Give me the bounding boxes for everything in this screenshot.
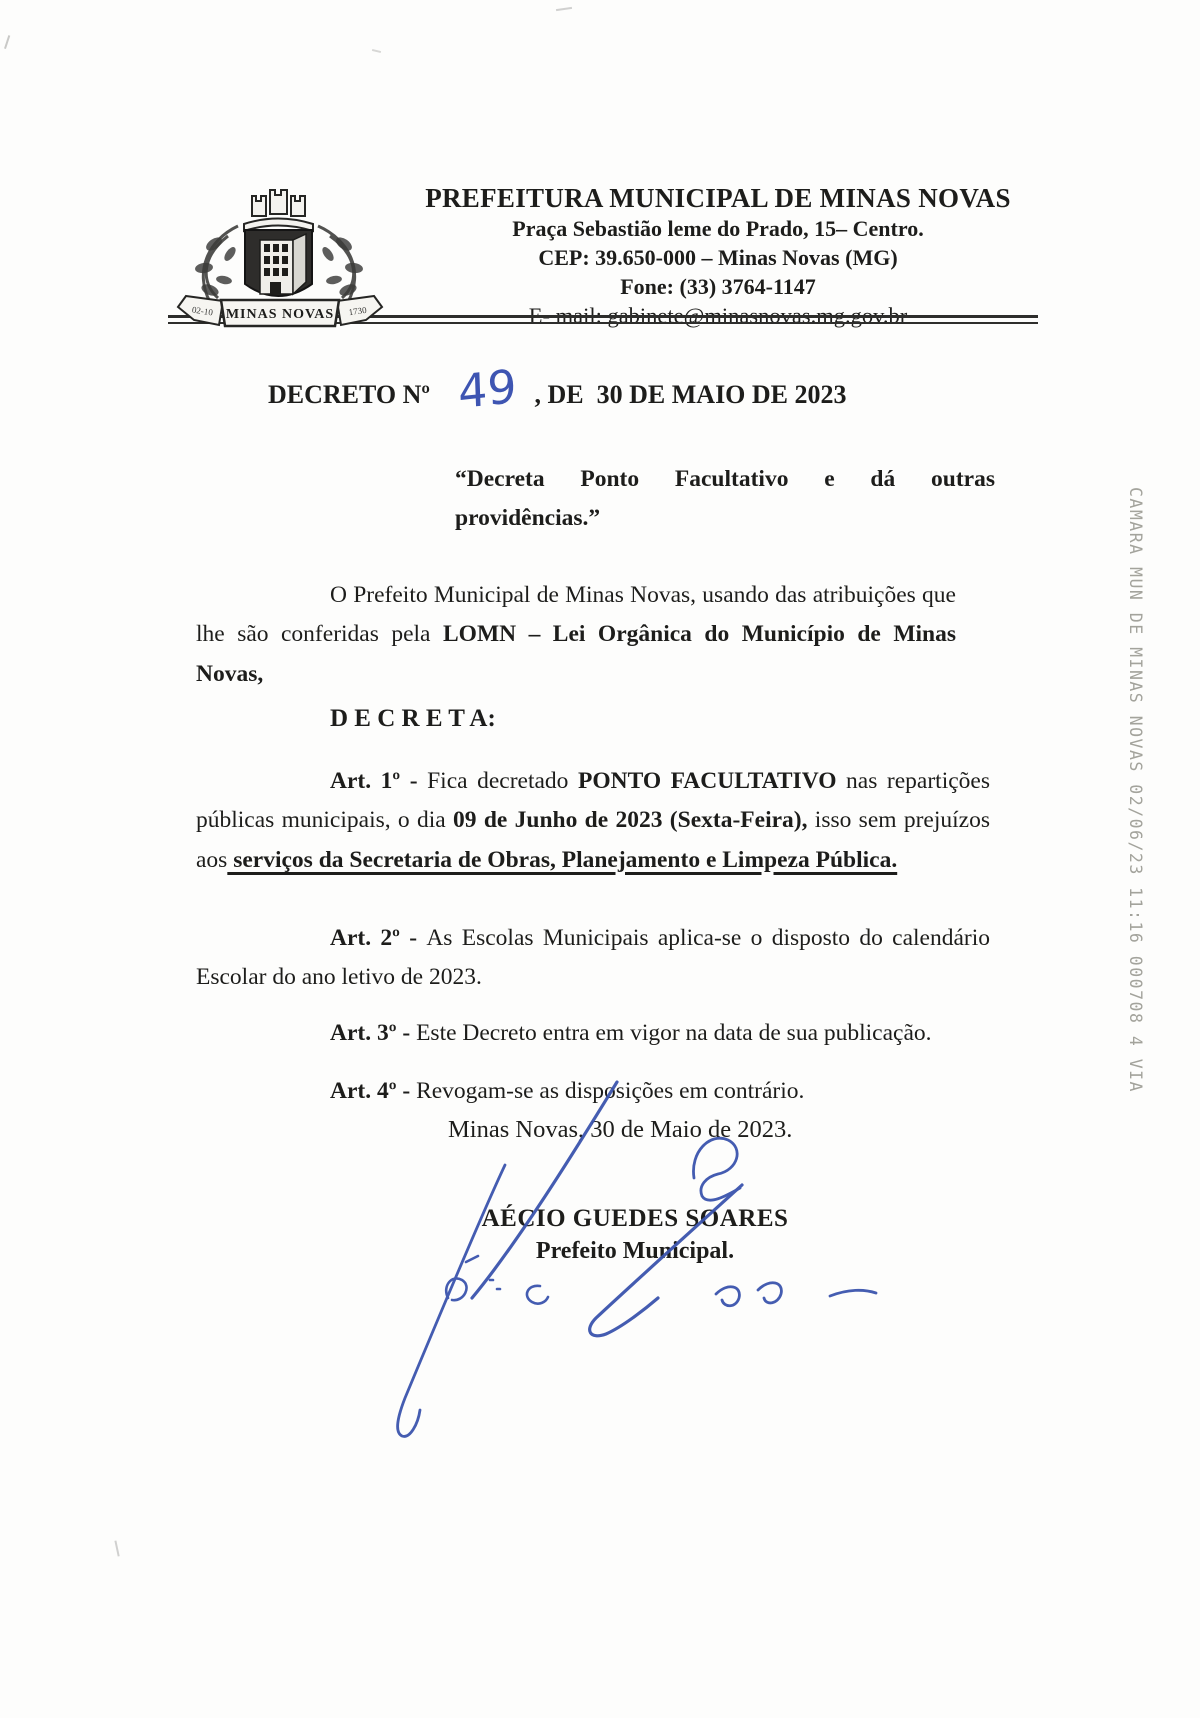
handwritten-decree-number: 49 (457, 358, 518, 420)
building (260, 234, 306, 294)
article-2-label: Art. 2º - (330, 924, 427, 951)
signer-name: AÉCIO GUEDES SOARES (481, 1205, 789, 1232)
ribbon-text: MINAS NOVAS (225, 307, 335, 322)
article-1-date-bold: 09 de Junho de 2023 (Sexta-Feira), (453, 807, 808, 833)
article-1-ponto-facultativo: PONTO FACULTATIVO (578, 767, 837, 794)
article-1 (196, 762, 990, 881)
article-2 (196, 919, 990, 998)
signature-stroke-loop-over-date (693, 1138, 740, 1200)
decreta-heading: D E C R E T A: (330, 705, 496, 732)
municipal-coat-of-arms (166, 184, 394, 336)
article-2-text: As Escolas Municipais aplica-se o disposto do calendário Escolar do ano letivo de 2023. (196, 924, 990, 990)
article-3-label: Art. 3º - (330, 1019, 417, 1046)
article-1-text: Fica decretado (427, 767, 578, 794)
crown-icon (244, 190, 313, 231)
article-1-text3: isso sem prejuízos aos (196, 807, 990, 873)
shield (245, 230, 312, 296)
cep-line: CEP: 39.650-000 – Minas Novas (MG) (538, 245, 898, 270)
email-line: E- mail: gabinete@minasnovas.mg.gov.br (528, 303, 908, 328)
scan-artifact (372, 49, 381, 53)
signature-ink (360, 1048, 920, 1448)
ribbon-left-text: 02-10 (191, 304, 214, 318)
ribbon-right-text: 1730 (347, 304, 368, 318)
decree-label: DECRETO Nº (268, 380, 430, 409)
place-and-date-line: Minas Novas, 30 de Maio de 2023. (448, 1116, 793, 1143)
article-1-text2: nas repartições públicas municipais, o dia (196, 767, 990, 833)
signer-title: Prefeito Municipal. (535, 1238, 735, 1264)
scan-artifact (556, 7, 572, 11)
scan-artifact (114, 1539, 124, 1556)
ribbon-banner (178, 296, 382, 326)
preamble-paragraph (196, 576, 956, 695)
signature-stroke-crossing (590, 1185, 742, 1336)
article-4-label: Art. 4º - (330, 1077, 417, 1104)
letterhead-text (394, 180, 1042, 336)
fax-timestamp-stamp: CAMARA MUN DE MINAS NOVAS 02/06/23 11:16 000708 4 VIA (1126, 487, 1145, 1093)
letterhead (166, 180, 1042, 336)
address-line: Praça Sebastião leme do Prado, 15– Centro. (512, 216, 924, 241)
scan-artifact (4, 35, 16, 51)
preamble-lead: O Prefeito Municipal de Minas Novas, usando das atribuições que lhe são conferidas pela (196, 581, 956, 647)
organization-name: PREFEITURA MUNICIPAL DE MINAS NOVAS (425, 183, 1011, 213)
preamble-lomn-bold: LOMN – Lei Orgânica do Município de Minas Novas, (196, 621, 956, 687)
decree-date: , DE 30 DE MAIO DE 2023 (534, 380, 847, 409)
article-1-underlined-services: serviços da Secretaria de Obras, Planejamento e Limpeza Pública. (227, 846, 898, 873)
article-3-text: Este Decreto entra em vigor na data de sua publicação. (416, 1019, 932, 1046)
decree-heading (268, 358, 847, 420)
decree-summary-quote: “Decreta Ponto Facultativo e dá outras providências.” (455, 465, 995, 531)
signature-stroke-flourish (716, 1283, 876, 1306)
article-4-text: Revogam-se as disposições em contrário. (416, 1077, 805, 1104)
article-1-label: Art. 1º - (330, 767, 428, 794)
phone-line: Fone: (33) 3764-1147 (620, 274, 816, 299)
coat-of-arms-drawing (166, 184, 394, 336)
